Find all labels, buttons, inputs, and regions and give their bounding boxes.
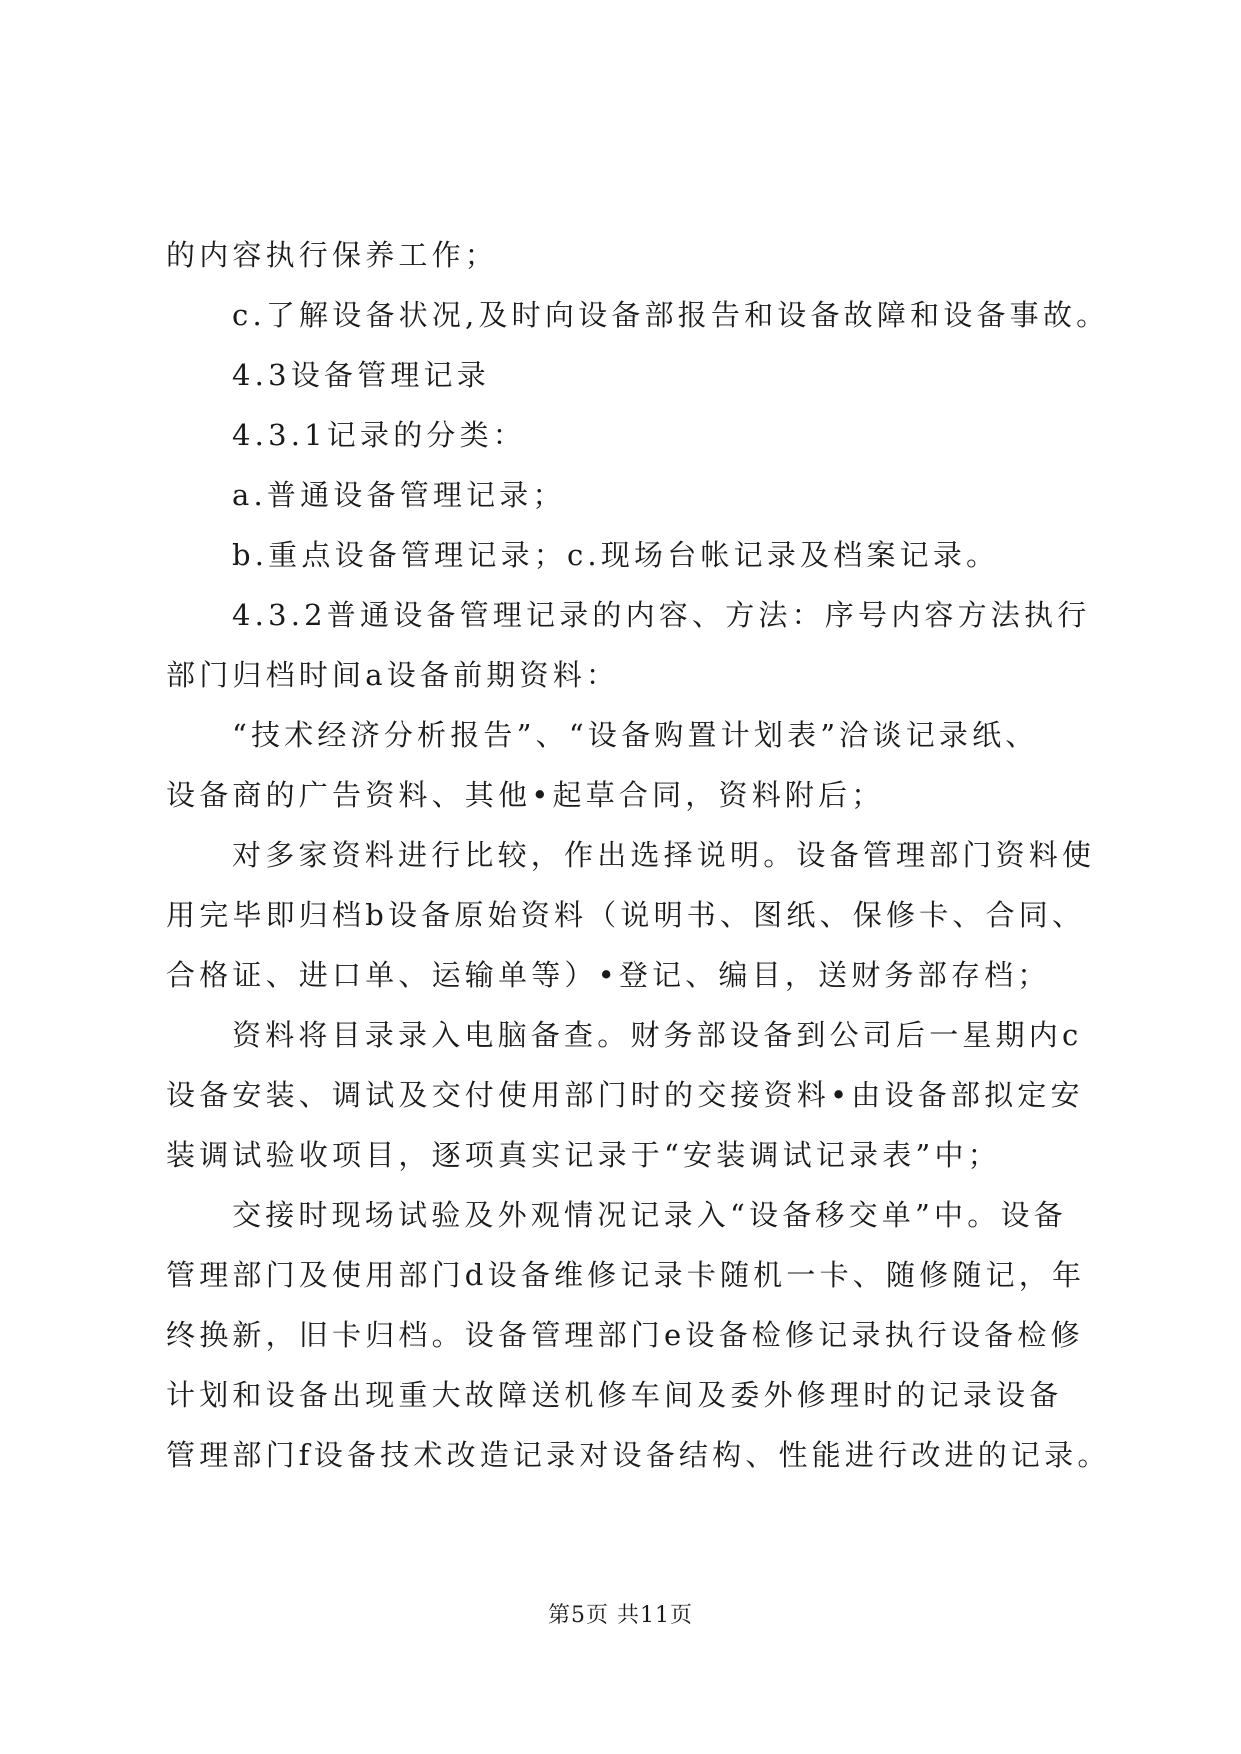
text-line-9: “技术经济分析报告”、“设备购置计划表”洽谈记录纸、 (232, 718, 1039, 752)
text-line-19: 终换新，旧卡归档。设备管理部门e设备检修记录执行设备检修 (166, 1318, 1084, 1352)
subsection-heading-4-3-1: 4.3.1记录的分类： (232, 418, 526, 452)
text-line-6: b.重点设备管理记录；c.现场台帐记录及档案记录。 (232, 538, 1000, 572)
text-line-2: c.了解设备状况,及时向设备部报告和设备故障和设备事故。 (232, 298, 1110, 332)
text-line-8: 部门归档时间a设备前期资料： (166, 658, 620, 692)
text-line-12: 用完毕即归档b设备原始资料（说明书、图纸、保修卡、合同、 (166, 898, 1086, 932)
subsection-heading-4-3-2: 4.3.2普通设备管理记录的内容、方法：序号内容方法执行 (232, 598, 1091, 632)
text-line-10: 设备商的广告资料、其他•起草合同，资料附后； (166, 778, 885, 812)
text-line-5: a.普通设备管理记录； (232, 478, 566, 512)
text-line-17: 交接时现场试验及外观情况记录入“设备移交单”中。设备 (232, 1198, 1067, 1232)
text-line-13: 合格证、进口单、运输单等）•登记、编目，送财务部存档； (166, 958, 1051, 992)
text-line-21: 管理部门f设备技术改造记录对设备结构、性能进行改进的记录。 (166, 1438, 1111, 1472)
text-line-14: 资料将目录录入电脑备查。财务部设备到公司后一星期内c (232, 1018, 1083, 1052)
section-heading-4-3: 4.3设备管理记录 (232, 358, 490, 392)
page-number-footer: 第5页 共11页 (548, 1603, 693, 1628)
text-line-15: 设备安装、调试及交付使用部门时的交接资料•由设备部拟定安 (166, 1078, 1084, 1112)
text-line-11: 对多家资料进行比较，作出选择说明。设备管理部门资料使 (232, 838, 1096, 872)
text-line-16: 装调试验收项目，逐项真实记录于“安装调试记录表”中； (166, 1138, 1001, 1172)
text-line-18: 管理部门及使用部门d设备维修记录卡随机一卡、随修随记，年 (166, 1258, 1086, 1292)
text-line-20: 计划和设备出现重大故障送机修车间及委外修理时的记录设备 (166, 1378, 1063, 1412)
text-line-1: 的内容执行保养工作； (166, 238, 499, 272)
